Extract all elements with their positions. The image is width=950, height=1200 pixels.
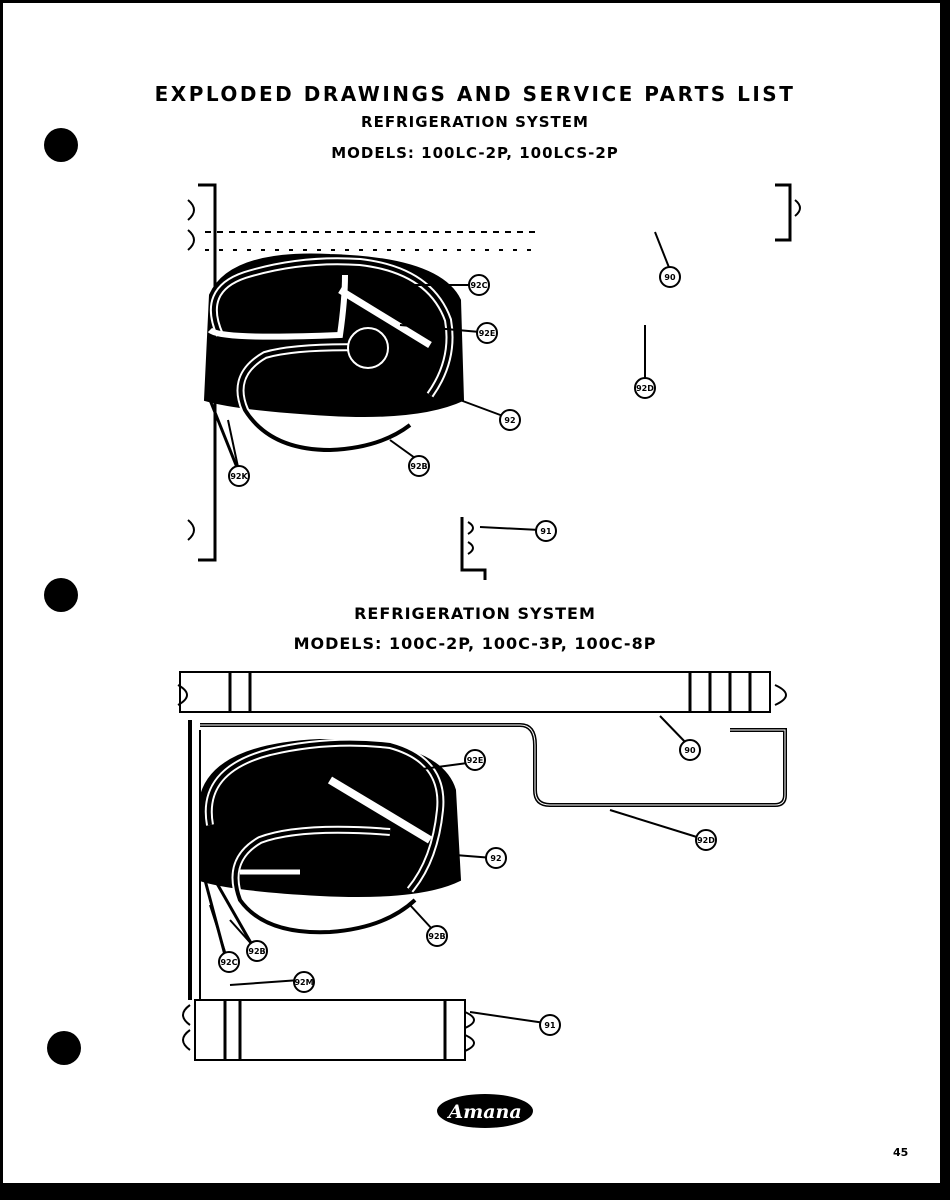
svg-text:91: 91: [544, 1021, 556, 1030]
svg-text:91: 91: [540, 527, 552, 536]
svg-text:92B: 92B: [428, 932, 446, 941]
svg-text:92E: 92E: [478, 329, 496, 338]
diagram-2-drawing: [178, 672, 786, 1060]
page-title: EXPLODED DRAWINGS AND SERVICE PARTS LIST: [154, 82, 796, 106]
callout-92b: [427, 926, 447, 946]
svg-text:92: 92: [490, 854, 502, 863]
callout-92: [500, 410, 520, 430]
svg-text:92D: 92D: [636, 384, 654, 393]
callout-92e: [477, 323, 497, 343]
diagram-1-drawing: [188, 185, 800, 580]
callout-92c: [219, 952, 239, 972]
svg-text:92C: 92C: [220, 958, 238, 967]
svg-text:92: 92: [504, 416, 516, 425]
callout-90: [680, 740, 700, 760]
callout-92: [486, 848, 506, 868]
callout-92m: [294, 972, 314, 992]
callout-91: [540, 1015, 560, 1035]
logo-text: Amana: [448, 1101, 522, 1123]
section-heading-1: REFRIGERATION SYSTEM: [361, 113, 589, 131]
callout-92k: [229, 466, 249, 486]
svg-text:92B: 92B: [248, 947, 266, 956]
callout-90: [660, 267, 680, 287]
models-line-2: MODELS: 100C-2P, 100C-3P, 100C-8P: [293, 634, 657, 653]
svg-text:90: 90: [664, 273, 676, 282]
callout-92d: [635, 378, 655, 398]
section-heading-2: REFRIGERATION SYSTEM: [354, 604, 596, 623]
callout-92d: [696, 830, 716, 850]
models-line-1: MODELS: 100LC-2P, 100LCS-2P: [331, 144, 619, 162]
callout-92c: [469, 275, 489, 295]
svg-text:90: 90: [684, 746, 696, 755]
page-number: 45: [893, 1146, 909, 1159]
callout-91: [536, 521, 556, 541]
svg-text:92D: 92D: [697, 836, 715, 845]
svg-text:92K: 92K: [230, 472, 248, 481]
svg-text:92E: 92E: [466, 756, 484, 765]
amana-logo-icon: [435, 1092, 535, 1130]
callout-92b: [409, 456, 429, 476]
svg-text:92M: 92M: [294, 978, 314, 987]
svg-text:92C: 92C: [470, 281, 488, 290]
callout-92b: [247, 941, 267, 961]
callout-92e: [465, 750, 485, 770]
svg-text:92B: 92B: [410, 462, 428, 471]
